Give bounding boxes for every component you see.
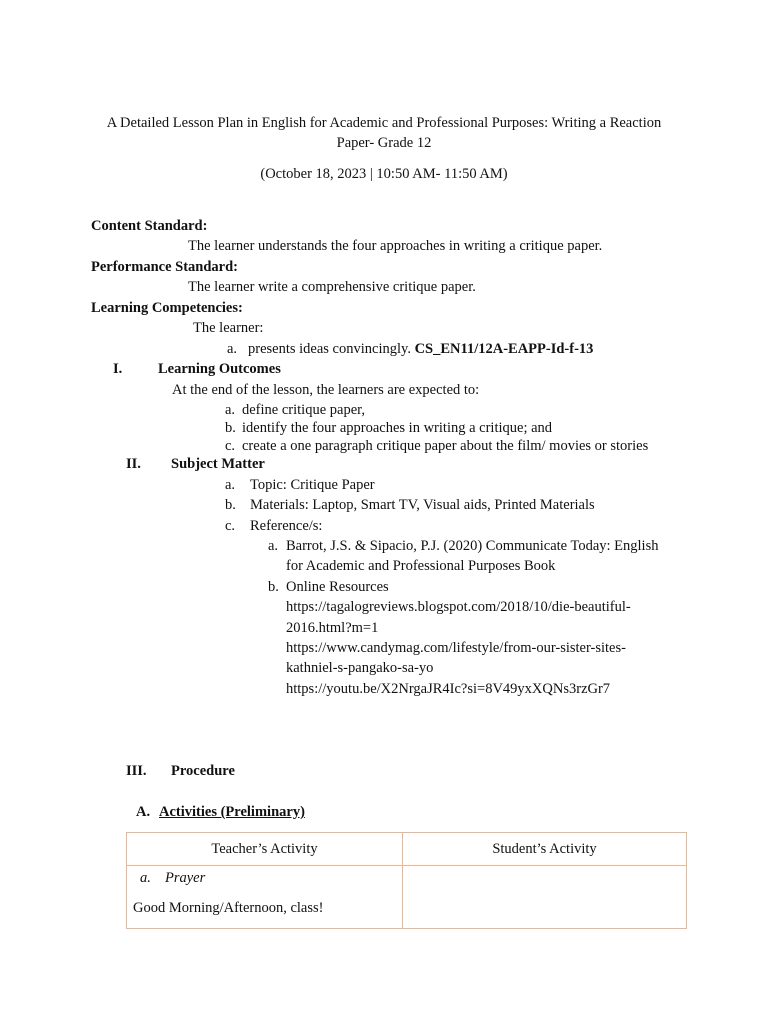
resource-link-2[interactable]: https://www.candymag.com/lifestyle/from-our-sister-sites-	[286, 640, 626, 656]
outcome-marker-a: a.	[225, 402, 236, 418]
reference-marker-a: a.	[268, 538, 279, 554]
table-row	[127, 866, 687, 929]
subject-marker-b: b.	[225, 497, 236, 513]
competency-item	[248, 339, 593, 359]
content-standard-heading: Content Standard:	[91, 218, 208, 234]
performance-standard-text: The learner write a comprehensive critique paper.	[188, 279, 476, 295]
section-2-numeral: II.	[126, 456, 141, 472]
competency-text: presents ideas convincingly.	[248, 341, 411, 357]
section-2-heading: Subject Matter	[171, 456, 265, 472]
table-header-row	[127, 833, 687, 866]
prayer-marker: a.	[140, 870, 151, 886]
online-resources-heading: Online Resources	[286, 579, 389, 595]
activities-table	[126, 832, 687, 929]
learning-outcomes-intro: At the end of the lesson, the learners are expected to:	[172, 382, 480, 398]
document-title-line1: A Detailed Lesson Plan in English for Academic and Professional Purposes: Writing a Reaction	[106, 115, 662, 131]
competency-code: CS_EN11/12A-EAPP-Id-f-13	[414, 341, 594, 357]
prayer-label: Prayer	[165, 870, 206, 886]
subject-marker-c: c.	[225, 518, 236, 534]
content-standard-text: The learner understands the four approaches in writing a critique paper.	[188, 238, 603, 254]
activities-marker: A.	[136, 804, 151, 820]
student-activity-header: Student’s Activity	[403, 833, 687, 866]
reference-book-line1: Barrot, J.S. & Sipacio, P.J. (2020) Communicate Today: English	[286, 538, 659, 554]
outcome-item-b: identify the four approaches in writing a critique; and	[242, 420, 553, 436]
teacher-activity-header: Teacher’s Activity	[127, 833, 403, 866]
section-3-numeral: III.	[126, 763, 147, 779]
outcome-item-a: define critique paper,	[242, 402, 366, 418]
resource-link-2-cont[interactable]: kathniel-s-pangako-sa-yo	[286, 660, 434, 676]
outcome-marker-c: c.	[225, 438, 236, 454]
reference-marker-b: b.	[268, 579, 279, 595]
competency-marker: a.	[227, 341, 238, 357]
document-title-line2: Paper- Grade 12	[336, 135, 432, 151]
subject-item-topic: Topic: Critique Paper	[250, 477, 375, 493]
reference-book-line2: for Academic and Professional Purposes Book	[286, 558, 556, 574]
performance-standard-heading: Performance Standard:	[91, 259, 238, 275]
section-1-heading: Learning Outcomes	[158, 361, 281, 377]
subject-marker-a: a.	[225, 477, 236, 493]
document-date: (October 18, 2023 | 10:50 AM- 11:50 AM)	[260, 166, 508, 182]
learning-competencies-heading: Learning Competencies:	[91, 300, 243, 316]
outcome-item-c: create a one paragraph critique paper about the film/ movies or stories	[242, 438, 649, 454]
outcome-marker-b: b.	[225, 420, 236, 436]
section-3-heading: Procedure	[171, 763, 235, 779]
teacher-activity-cell	[127, 866, 403, 929]
student-activity-cell	[403, 866, 687, 929]
section-1-numeral: I.	[113, 361, 123, 377]
learning-competencies-intro: The learner:	[193, 320, 264, 336]
resource-link-1[interactable]: https://tagalogreviews.blogspot.com/2018/10/die-beautiful-	[286, 599, 631, 615]
resource-link-3[interactable]: https://youtu.be/X2NrgaJR4Ic?si=8V49yxXQNs3rzGr7	[286, 681, 611, 697]
subject-item-references: Reference/s:	[250, 518, 323, 534]
activities-heading: Activities (Preliminary)	[159, 804, 305, 820]
greeting-text: Good Morning/Afternoon, class!	[133, 900, 324, 916]
subject-item-materials: Materials: Laptop, Smart TV, Visual aids, Printed Materials	[250, 497, 595, 513]
resource-link-1-cont[interactable]: 2016.html?m=1	[286, 620, 379, 636]
